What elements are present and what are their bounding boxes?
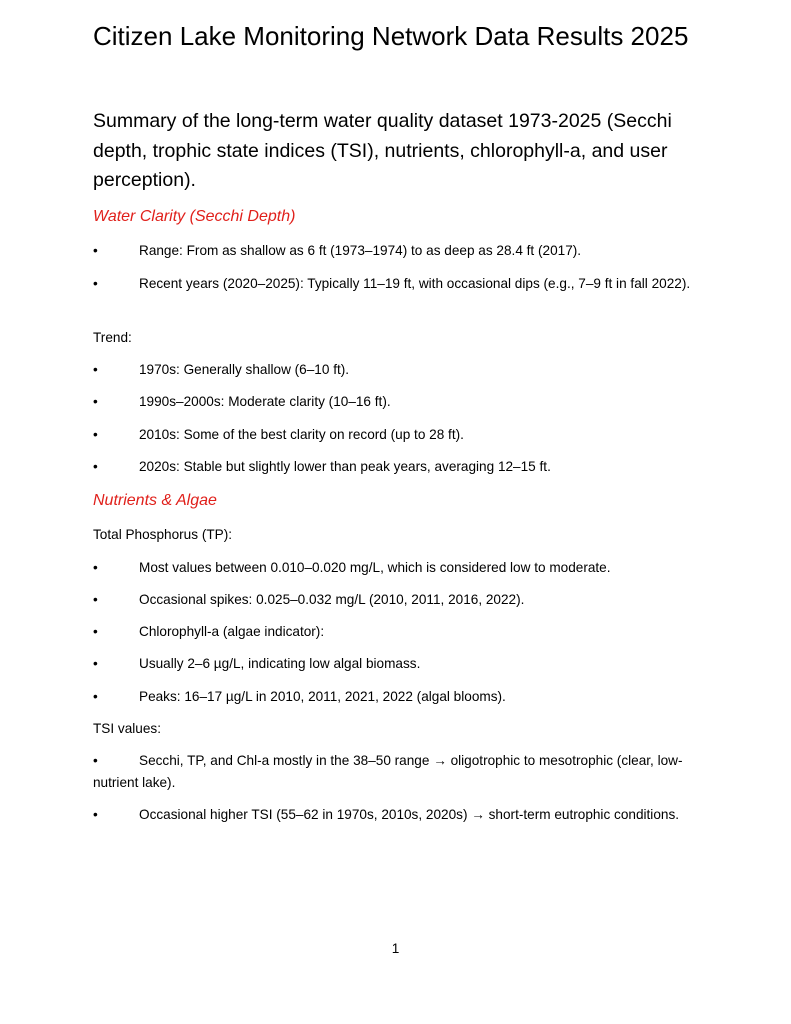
bullet-marker: •	[93, 276, 98, 291]
list-item	[93, 240, 703, 262]
summary-paragraph: Summary of the long-term water quality dataset 1973-2025 (Secchi depth, trophic state indices (TSI), nutrients, chlorophyll-a, and user perception).	[93, 110, 672, 191]
bullet-marker: •	[93, 592, 98, 607]
tp-label: Total Phosphorus (TP):	[93, 527, 233, 542]
bullet-marker: •	[93, 243, 98, 258]
list-item-text: 2010s: Some of the best clarity on record (up to 28 ft).	[139, 427, 464, 442]
list-item-text: 2020s: Stable but slightly lower than peak years, averaging 12–15 ft.	[139, 459, 551, 474]
list-item	[93, 391, 703, 413]
list-item	[93, 804, 703, 826]
bullet-marker: •	[93, 427, 98, 442]
nutrients-heading: Nutrients & Algae	[93, 492, 217, 509]
bullet-marker: •	[93, 362, 98, 377]
list-item-text: Secchi, TP, and Chl-a mostly in the 38–50 range → oligotrophic to mesotrophic (clear, low-nutrient lake).	[93, 753, 683, 790]
list-item-text: Range: From as shallow as 6 ft (1973–1974) to as deep as 28.4 ft (2017).	[139, 243, 582, 258]
list-item	[93, 273, 703, 295]
list-item	[93, 621, 703, 643]
bullet-marker: •	[93, 753, 98, 768]
list-item-text: Peaks: 16–17 µg/L in 2010, 2011, 2021, 2022 (algal blooms).	[139, 689, 506, 704]
clarity-heading: Water Clarity (Secchi Depth)	[93, 208, 296, 225]
list-item	[93, 424, 703, 446]
document-title: Citizen Lake Monitoring Network Data Results 2025	[93, 21, 689, 51]
list-item-text: Chlorophyll-a (algae indicator):	[139, 624, 325, 639]
list-item	[93, 557, 703, 579]
tsi-label: TSI values:	[93, 721, 161, 736]
page-number: 1	[391, 941, 400, 956]
bullet-marker: •	[93, 394, 98, 409]
list-item-text: Most values between 0.010–0.020 mg/L, which is considered low to moderate.	[139, 560, 611, 575]
trend-label: Trend:	[93, 330, 132, 345]
list-item-text: Occasional higher TSI (55–62 in 1970s, 2010s, 2020s) → short-term eutrophic conditions.	[139, 807, 680, 822]
bullet-marker: •	[93, 459, 98, 474]
bullet-marker: •	[93, 807, 98, 822]
list-item	[93, 456, 703, 478]
list-item	[93, 589, 703, 611]
list-item	[93, 359, 703, 381]
bullet-marker: •	[93, 624, 98, 639]
bullet-marker: •	[93, 689, 98, 704]
list-item-text: Recent years (2020–2025): Typically 11–19 ft, with occasional dips (e.g., 7–9 ft in fall 2022).	[139, 276, 691, 291]
list-item	[93, 750, 703, 794]
list-item-text: 1990s–2000s: Moderate clarity (10–16 ft).	[139, 394, 391, 409]
list-item	[93, 686, 703, 708]
list-item-text: Usually 2–6 µg/L, indicating low algal biomass.	[139, 656, 421, 671]
list-item	[93, 653, 703, 675]
list-item-text: 1970s: Generally shallow (6–10 ft).	[139, 362, 350, 377]
list-item-text: Occasional spikes: 0.025–0.032 mg/L (2010, 2011, 2016, 2022).	[139, 592, 525, 607]
bullet-marker: •	[93, 656, 98, 671]
bullet-marker: •	[93, 560, 98, 575]
